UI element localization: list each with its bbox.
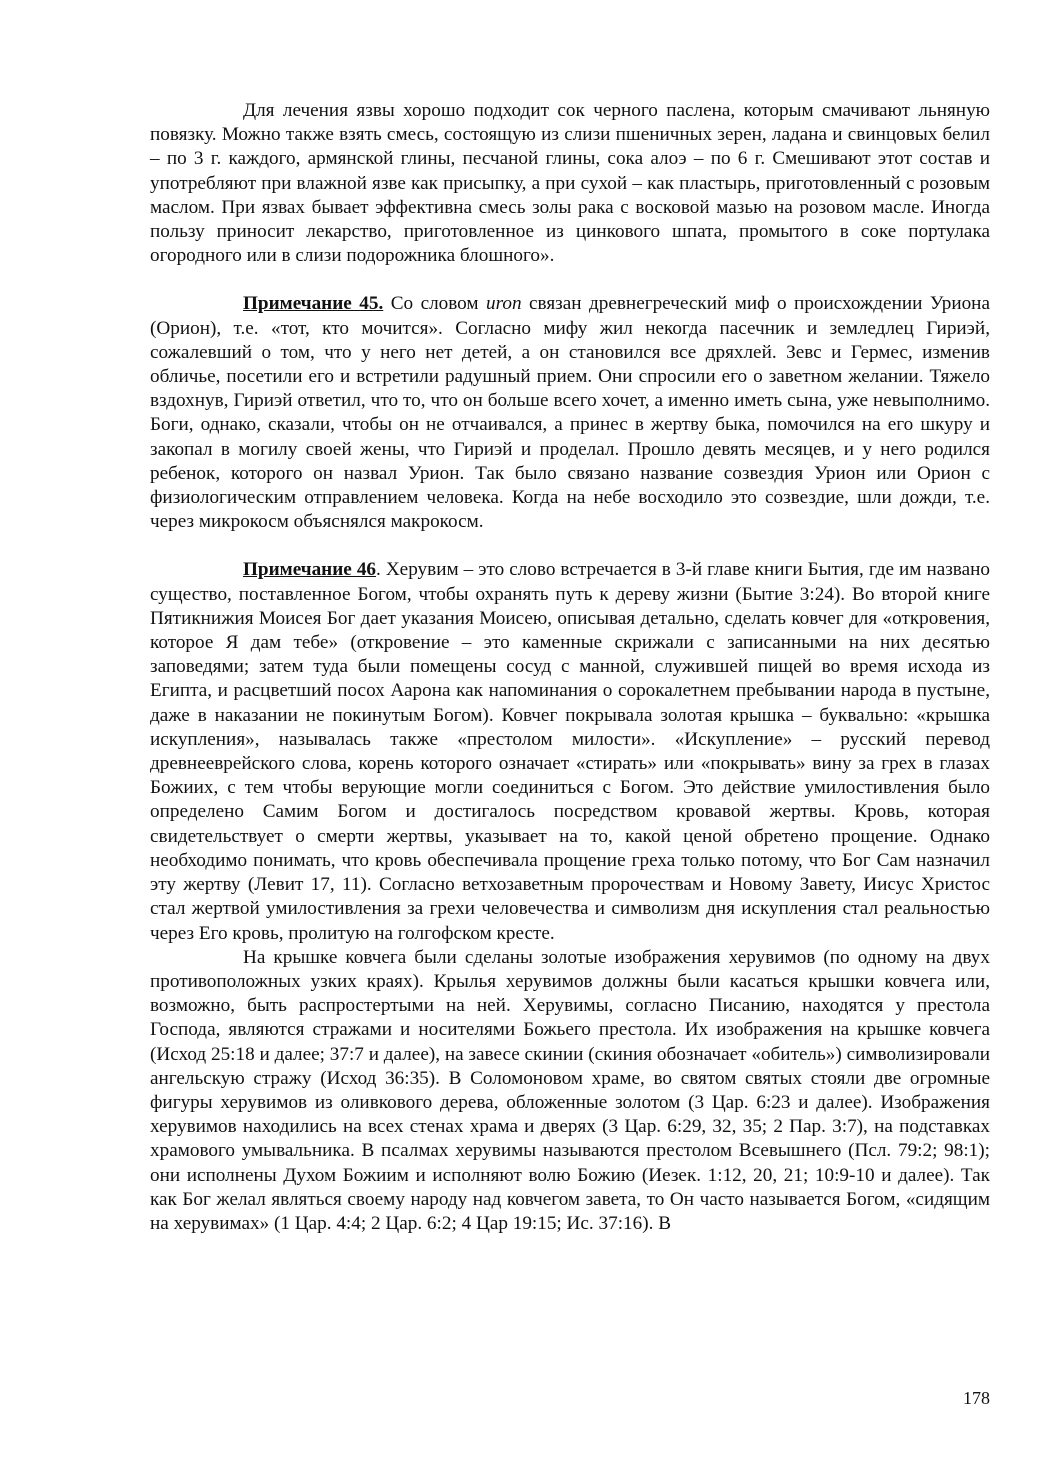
body-text: [150, 99, 990, 1236]
note-45-title: Примечание 45.: [243, 293, 384, 315]
paragraph-cherubim: [150, 946, 990, 1236]
note-45-text-before: Со словом: [383, 293, 487, 315]
paragraph-text: Для лечения язвы хорошо подходит сок черного паслена, которым смачивают льняную повязку. Можно также взять смесь, состоящую из слизи пшеничных зерен, ладана и свинцовых белил – по 3 г. каждого, армянской глины, песчаной глины, сока алоэ – по 6 г. Смешивают этот состав и употребляют при влажной язве как присыпку, а при сухой – как пластырь, приготовленный с розовым маслом. При язвах бывает эффективна смесь золы рака с восковой мазью на розовом масле. Иногда пользу приносит лекарство, приготовленное из цинкового шпата, промытого в соке портулака огородного или в слизи подорожника блошного».: [150, 100, 990, 267]
note-46: [150, 558, 990, 945]
note-46-text: . Херувим – это слово встречается в 3-й главе книги Бытия, где им названо существо, поставленное Богом, чтобы охранять путь к дереву жизни (Бытие 3:24). Во второй книге Пятикнижия Моисея Бог дает указания Моисею, описывая детально, сделать ковчег для «откровения, которое Я дам тебе» (откровение – это каменные скрижали с записанными на них десятью заповедями; затем туда были помещены сосуд с манной, служившей пищей во время исхода из Египта, и расцветший посох Аарона как напоминания о сорокалетнем пребывании народа в пустыне, даже в наказании не покинутым Богом). Ковчег покрывала золотая крышка – буквально: «крышка искупления», называлась также «престолом милости». «Искупление» – русский перевод древнееврейского слова, корень которого означает «стирать» или «покрывать» вину за грех в глазах Божиих, с тем чтобы верующие могли соединиться с Богом. Это действие умилостивления было определено Самим Богом и достигалось посредством кровавой жертвы. Кровь, которая свидетельствует о смерти жертвы, указывает на то, какой ценой обретено прощение. Однако необходимо понимать, что кровь обеспечивала прощение греха только потому, что Бог Сам назначил эту жертву (Левит 17, 11). Согласно ветхозаветным пророчествам и Новому Завету, Иисус Христос стал жертвой умилостивления за грехи человечества и символизм дня искупления стал реальностью через Его кровь, пролитую на голгофском кресте.: [150, 559, 990, 944]
note-46-title: Примечание 46: [243, 559, 377, 581]
paragraph-text: На крышке ковчега были сделаны золотые изображения херувимов (по одному на двух противоположных узких краях). Крылья херувимов должны были касаться крышки ковчега или, возможно, быть распростертыми на ней. Херувимы, согласно Писанию, находятся у престола Господа, являются стражами и носителями Божьего престола. Их изображения на крышке ковчега (Исход 25:18 и далее; 37:7 и далее), на завесе скинии (скиния обозначает «обитель») символизировали ангельскую стражу (Исход 36:35). В Соломоновом храме, во святом святых стояли две огромные фигуры херувимов из оливкового дерева, обложенные золотом (3 Цар. 6:23 и далее). Изображения херувимов находились на всех стенах храма и дверях (3 Цар. 6:29, 32, 35; 2 Пар. 3:7), на подставках храмового умывальника. В псалмах херувимы называются престолом Всевышнего (Псл. 79:2; 98:1); они исполнены Духом Божиим и исполняют волю Божию (Иезек. 1:12, 20, 21; 10:9-10 и далее). Так как Бог желал являться своему народу над ковчегом завета, то Он часто называется Богом, «сидящим на херувимах» (1 Цар. 4:4; 2 Цар. 6:2; 4 Цар 19:15; Ис. 37:16). В: [150, 946, 990, 1234]
note-45: [150, 292, 990, 534]
paragraph-ulcer-treatment: [150, 99, 990, 268]
note-45-italic-word: uron: [486, 293, 522, 315]
page-number: 178: [963, 1388, 990, 1408]
note-45-text-after: связан древнегреческий миф о происхождении Уриона (Орион), т.е. «тот, кто мочится». Согласно мифу жил некогда пасечник и земледлец Гириэй, сожалевший о том, что у него нет детей, а он становился все дряхлей. Зевс и Гермес, изменив обличье, посетили его и встретили радушный прием. Они спросили его о заветном желании. Тяжело вздохнув, Гириэй ответил, что то, что он больше всего хочет, а именно иметь сына, уже невыполнимо. Боги, однако, сказали, чтобы он не отчаивался, а принес в жертву быка, помочился на его шкуру и закопал в могилу своей жены, что Гириэй и проделал. Прошло девять месяцев, и у него родился ребенок, которого он назвал Урион. Так было связано название созвездия Урион или Орион с физиологическим отправлением человека. Когда на небе восходило это созвездие, шли дожди, т.е. через микрокосм объяснялся макрокосм.: [150, 293, 990, 533]
